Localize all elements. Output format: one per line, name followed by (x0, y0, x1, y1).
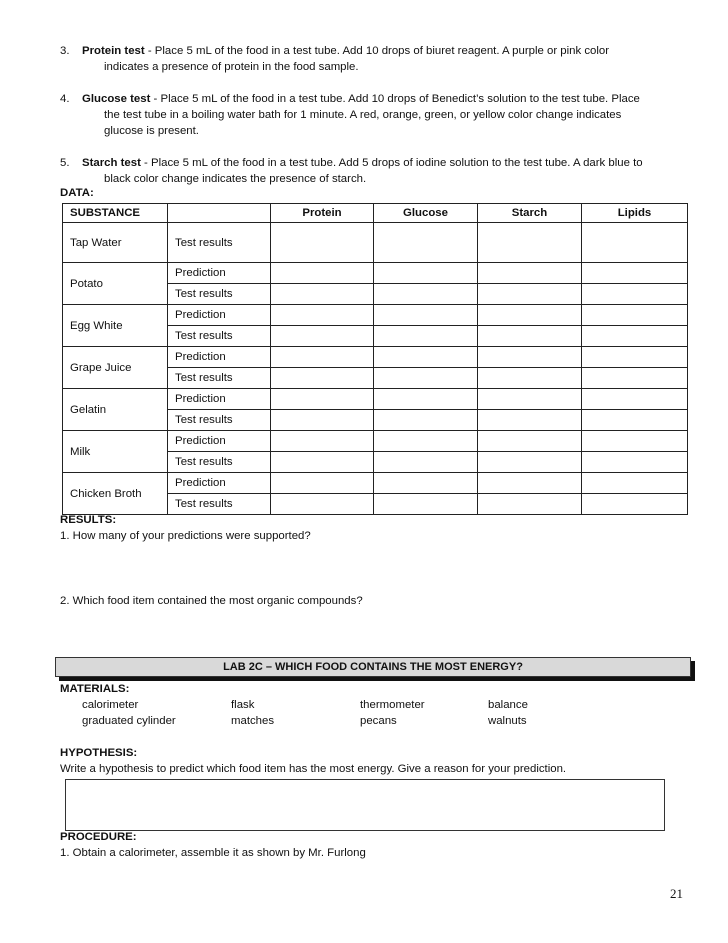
material-item: flask (231, 699, 255, 711)
answer-cell[interactable] (271, 223, 374, 263)
data-heading: DATA: (60, 187, 94, 199)
answer-cell[interactable] (271, 389, 374, 410)
material-item: matches (231, 715, 275, 727)
answer-cell[interactable] (374, 452, 478, 473)
answer-cell[interactable] (582, 431, 688, 452)
answer-cell[interactable] (271, 263, 374, 284)
answer-cell[interactable] (271, 347, 374, 368)
row-label: Test results (168, 368, 271, 389)
procedure-step-5 (60, 155, 690, 187)
answer-cell[interactable] (271, 368, 374, 389)
step-text-cont: indicates a presence of protein in the food sample. (104, 61, 359, 73)
answer-cell[interactable] (374, 431, 478, 452)
table-row (63, 431, 688, 452)
answer-cell[interactable] (478, 263, 582, 284)
table-row (63, 473, 688, 494)
procedure-step-3 (60, 43, 690, 75)
row-label: Prediction (168, 305, 271, 326)
answer-cell[interactable] (582, 410, 688, 431)
materials-heading: MATERIALS: (60, 683, 130, 695)
answer-cell[interactable] (374, 284, 478, 305)
answer-cell[interactable] (478, 368, 582, 389)
answer-cell[interactable] (582, 326, 688, 347)
step-number: 5. (60, 157, 70, 169)
answer-cell[interactable] (374, 326, 478, 347)
substance-cell: Grape Juice (63, 347, 168, 389)
header-starch: Starch (478, 204, 582, 223)
food-test-table (62, 203, 688, 515)
answer-cell[interactable] (271, 326, 374, 347)
procedure-step-4 (60, 91, 690, 139)
answer-cell[interactable] (478, 431, 582, 452)
substance-cell: Potato (63, 263, 168, 305)
answer-cell[interactable] (478, 473, 582, 494)
step-number: 3. (60, 45, 70, 57)
answer-cell[interactable] (478, 452, 582, 473)
answer-cell[interactable] (582, 223, 688, 263)
hypothesis-answer-box[interactable] (65, 779, 665, 831)
step-title: Glucose test (82, 93, 151, 105)
answer-cell[interactable] (582, 389, 688, 410)
answer-cell[interactable] (271, 305, 374, 326)
answer-cell[interactable] (374, 389, 478, 410)
material-item: thermometer (360, 699, 425, 711)
page-number: 21 (670, 886, 683, 901)
header-lipids: Lipids (582, 204, 688, 223)
step-text-cont: the test tube in a boiling water bath for 1 minute. A red, orange, green, or yellow color change indicates (104, 109, 622, 121)
answer-cell[interactable] (374, 410, 478, 431)
substance-cell: Chicken Broth (63, 473, 168, 515)
lab-2c-banner: LAB 2C – WHICH FOOD CONTAINS THE MOST ENERGY? (55, 657, 691, 677)
material-item: balance (488, 699, 528, 711)
answer-cell[interactable] (582, 347, 688, 368)
answer-cell[interactable] (478, 347, 582, 368)
table-header-row (63, 204, 688, 223)
answer-cell[interactable] (271, 431, 374, 452)
header-protein: Protein (271, 204, 374, 223)
row-label: Prediction (168, 347, 271, 368)
step-text-cont: glucose is present. (104, 125, 199, 137)
row-label: Prediction (168, 473, 271, 494)
answer-cell[interactable] (478, 410, 582, 431)
answer-cell[interactable] (478, 389, 582, 410)
step-title: Protein test (82, 45, 145, 57)
row-label: Test results (168, 452, 271, 473)
table-row (63, 347, 688, 368)
row-label: Test results (168, 326, 271, 347)
row-label: Prediction (168, 431, 271, 452)
answer-cell[interactable] (582, 305, 688, 326)
procedure-heading: PROCEDURE: (60, 831, 137, 843)
answer-cell[interactable] (374, 305, 478, 326)
table-row (63, 389, 688, 410)
substance-cell: Gelatin (63, 389, 168, 431)
material-item: walnuts (488, 715, 527, 727)
answer-cell[interactable] (478, 284, 582, 305)
step-text-cont: black color change indicates the presence of starch. (104, 173, 367, 185)
answer-cell[interactable] (271, 473, 374, 494)
step-title: Starch test (82, 157, 141, 169)
answer-cell[interactable] (374, 263, 478, 284)
material-item: pecans (360, 715, 397, 727)
results-question-1: 1. How many of your predictions were supported? (60, 530, 311, 542)
answer-cell[interactable] (582, 263, 688, 284)
table-row (63, 263, 688, 284)
row-label: Test results (168, 494, 271, 515)
material-item: graduated cylinder (82, 715, 176, 727)
answer-cell[interactable] (582, 368, 688, 389)
answer-cell[interactable] (582, 284, 688, 305)
answer-cell[interactable] (271, 452, 374, 473)
answer-cell[interactable] (374, 368, 478, 389)
results-heading: RESULTS: (60, 514, 117, 526)
answer-cell[interactable] (478, 494, 582, 515)
header-glucose: Glucose (374, 204, 478, 223)
hypothesis-prompt: Write a hypothesis to predict which food item has the most energy. Give a reason for your prediction. (60, 763, 567, 775)
answer-cell[interactable] (271, 284, 374, 305)
header-substance: SUBSTANCE (63, 204, 168, 223)
step-number: 4. (60, 93, 70, 105)
table-row (63, 223, 688, 263)
answer-cell[interactable] (374, 347, 478, 368)
answer-cell[interactable] (582, 494, 688, 515)
row-label: Test results (168, 410, 271, 431)
row-label: Prediction (168, 389, 271, 410)
procedure-step-1: 1. Obtain a calorimeter, assemble it as shown by Mr. Furlong (60, 847, 366, 859)
row-label: Prediction (168, 263, 271, 284)
answer-cell[interactable] (271, 494, 374, 515)
answer-cell[interactable] (582, 452, 688, 473)
answer-cell[interactable] (374, 473, 478, 494)
answer-cell[interactable] (374, 223, 478, 263)
results-question-2: 2. Which food item contained the most organic compounds? (60, 595, 363, 607)
step-text: - Place 5 mL of the food in a test tube. Add 5 drops of iodine solution to the test tube. A dark blue to (140, 157, 643, 169)
answer-cell[interactable] (374, 494, 478, 515)
table-row (63, 305, 688, 326)
answer-cell[interactable] (582, 473, 688, 494)
answer-cell[interactable] (478, 326, 582, 347)
hypothesis-heading: HYPOTHESIS: (60, 747, 138, 759)
substance-cell: Egg White (63, 305, 168, 347)
row-label: Test results (168, 223, 271, 263)
substance-cell: Tap Water (63, 223, 168, 263)
row-label: Test results (168, 284, 271, 305)
step-text: - Place 5 mL of the food in a test tube. Add 10 drops of Benedict’s solution to the test tube. Place (150, 93, 640, 105)
header-blank (168, 204, 271, 223)
step-text: - Place 5 mL of the food in a test tube. Add 10 drops of biuret reagent. A purple or pink color (144, 45, 610, 57)
answer-cell[interactable] (478, 305, 582, 326)
material-item: calorimeter (82, 699, 139, 711)
answer-cell[interactable] (478, 223, 582, 263)
answer-cell[interactable] (271, 410, 374, 431)
substance-cell: Milk (63, 431, 168, 473)
